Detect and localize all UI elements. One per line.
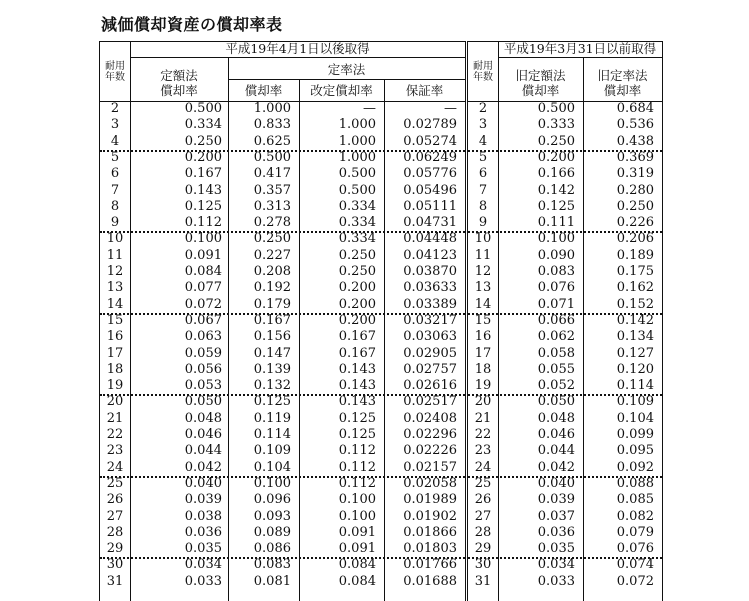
cell-d: 0.04448 — [403, 231, 457, 246]
cell-e: 0.052 — [537, 378, 575, 393]
cell-c: 0.125 — [338, 411, 376, 426]
cell-b: 0.132 — [253, 378, 291, 393]
cell-years-right: 14 — [474, 297, 492, 312]
header-old-teigaku-2: 償却率 — [521, 83, 560, 98]
cell-c: 0.200 — [338, 280, 376, 295]
cell-a: 0.200 — [184, 150, 222, 165]
cell-c: 0.084 — [338, 557, 376, 572]
cell-c: 0.143 — [338, 378, 376, 393]
cell-d: 0.05776 — [403, 166, 457, 181]
cell-years-right: 9 — [478, 215, 488, 230]
cell-d: 0.04731 — [403, 215, 457, 230]
cell-c: 1.000 — [338, 117, 376, 132]
cell-d: 0.02616 — [403, 378, 457, 393]
header-teiritsu: 定率法 — [327, 62, 366, 77]
header-teigaku-2: 償却率 — [160, 83, 198, 98]
cell-e: 0.040 — [537, 476, 575, 491]
cell-d: 0.02157 — [403, 460, 457, 475]
cell-c: 0.112 — [338, 460, 376, 475]
cell-e: 0.076 — [537, 280, 575, 295]
cell-years-right: 30 — [474, 557, 492, 572]
cell-c: 0.334 — [338, 215, 376, 230]
cell-years-right: 22 — [474, 427, 492, 442]
cell-c: 0.143 — [338, 394, 376, 409]
cell-b: 0.192 — [253, 280, 291, 295]
cell-c: 0.100 — [338, 492, 376, 507]
cell-e: 0.166 — [537, 166, 575, 181]
cell-e: 0.034 — [537, 557, 575, 572]
cell-a: 0.059 — [184, 346, 222, 361]
cell-years: 20 — [106, 394, 124, 409]
cell-f: 0.536 — [616, 117, 654, 132]
cell-a: 0.044 — [184, 443, 222, 458]
table-block-pre-2007 — [467, 41, 663, 601]
cell-b: 0.227 — [253, 248, 291, 263]
cell-years: 12 — [106, 264, 124, 279]
cell-c: 1.000 — [338, 134, 376, 149]
cell-b: 0.313 — [253, 199, 291, 214]
cell-b: 0.119 — [253, 411, 291, 426]
cell-c: 0.112 — [338, 476, 376, 491]
cell-e: 0.036 — [537, 525, 575, 540]
cell-years-right: 17 — [474, 346, 492, 361]
cell-c: 0.143 — [338, 362, 376, 377]
cell-years: 16 — [106, 329, 124, 344]
cell-e: 0.044 — [537, 443, 575, 458]
cell-a: 0.035 — [184, 541, 222, 556]
header-teigaku-1: 定額法 — [160, 68, 198, 83]
cell-d: 0.06249 — [403, 150, 457, 165]
cell-years-right: 11 — [474, 248, 492, 263]
cell-e: 0.037 — [537, 509, 575, 524]
cell-d: 0.04123 — [403, 248, 457, 263]
cell-d: 0.02517 — [403, 394, 457, 409]
cell-years: 29 — [106, 541, 124, 556]
header-post-2007: 平成19年4月1日以後取得 — [225, 41, 370, 56]
cell-f: 0.114 — [616, 378, 654, 393]
cell-f: 0.085 — [616, 492, 654, 507]
cell-a: 0.084 — [184, 264, 222, 279]
cell-d: 0.05111 — [403, 199, 457, 214]
cell-years: 27 — [106, 509, 124, 524]
cell-years: 28 — [106, 525, 124, 540]
cell-years: 7 — [110, 183, 120, 198]
cell-years: 3 — [110, 117, 120, 132]
cell-e: 0.083 — [537, 264, 575, 279]
cell-years-right: 10 — [474, 231, 492, 246]
cell-years-right: 15 — [474, 313, 492, 328]
cell-c: 0.250 — [338, 248, 376, 263]
cell-b: 0.093 — [253, 509, 291, 524]
cell-c: 0.091 — [338, 541, 376, 556]
cell-a: 0.112 — [184, 215, 222, 230]
cell-years: 18 — [106, 362, 124, 377]
cell-f: 0.095 — [616, 443, 654, 458]
cell-f: 0.438 — [616, 134, 654, 149]
header-years-right-2: 年数 — [473, 72, 493, 83]
cell-years-right: 25 — [474, 476, 492, 491]
cell-a: 0.056 — [184, 362, 222, 377]
cell-d: 0.03633 — [403, 280, 457, 295]
cell-b: 0.081 — [253, 574, 291, 589]
cell-d: 0.03217 — [403, 313, 457, 328]
cell-c: 0.167 — [338, 346, 376, 361]
cell-d: 0.01688 — [403, 574, 457, 589]
cell-f: 0.684 — [616, 101, 654, 116]
cell-f: 0.162 — [616, 280, 654, 295]
cell-years-right: 27 — [474, 509, 492, 524]
cell-years: 26 — [106, 492, 124, 507]
cell-b: 0.833 — [253, 117, 291, 132]
cell-years-right: 21 — [474, 411, 492, 426]
cell-d: — — [444, 101, 457, 116]
cell-f: 0.319 — [616, 166, 654, 181]
cell-d: 0.03870 — [403, 264, 457, 279]
cell-years: 11 — [106, 248, 124, 263]
cell-years-right: 3 — [478, 117, 488, 132]
cell-years: 2 — [110, 101, 120, 116]
cell-c: 0.250 — [338, 264, 376, 279]
header-pre-2007: 平成19年3月31日以前取得 — [503, 41, 657, 56]
cell-years-right: 12 — [474, 264, 492, 279]
depreciation-rate-table — [99, 41, 663, 601]
cell-d: 0.05496 — [403, 183, 457, 198]
cell-years-right: 19 — [474, 378, 492, 393]
header-years-2: 年数 — [105, 72, 125, 83]
cell-d: 0.01902 — [403, 509, 457, 524]
cell-years-right: 16 — [474, 329, 492, 344]
header-years-right-1: 耐用 — [473, 61, 493, 72]
header-years-1: 耐用 — [105, 61, 125, 72]
cell-years: 24 — [106, 460, 124, 475]
cell-years-right: 5 — [478, 150, 488, 165]
cell-b: 0.156 — [253, 329, 291, 344]
cell-years: 17 — [106, 346, 124, 361]
cell-years: 5 — [110, 150, 120, 165]
cell-years-right: 26 — [474, 492, 492, 507]
cell-e: 0.055 — [537, 362, 575, 377]
cell-years-right: 31 — [474, 574, 492, 589]
cell-a: 0.100 — [184, 231, 222, 246]
cell-a: 0.250 — [184, 134, 222, 149]
cell-c: 0.334 — [338, 199, 376, 214]
cell-c: 0.112 — [338, 443, 376, 458]
header-old-teiritsu-2: 償却率 — [603, 83, 642, 98]
cell-years: 9 — [110, 215, 120, 230]
cell-c: 0.200 — [338, 313, 376, 328]
cell-f: 0.088 — [616, 476, 654, 491]
cell-b: 0.167 — [253, 313, 291, 328]
cell-years: 22 — [106, 427, 124, 442]
cell-d: 0.02226 — [403, 443, 457, 458]
cell-years: 4 — [110, 134, 120, 149]
cell-b: 0.114 — [253, 427, 291, 442]
cell-d: 0.02905 — [403, 346, 457, 361]
cell-a: 0.091 — [184, 248, 222, 263]
cell-b: 0.278 — [253, 215, 291, 230]
cell-c: 0.125 — [338, 427, 376, 442]
cell-a: 0.034 — [184, 557, 222, 572]
cell-e: 0.039 — [537, 492, 575, 507]
cell-years: 13 — [106, 280, 124, 295]
cell-years-right: 23 — [474, 443, 492, 458]
cell-d: 0.01866 — [403, 525, 457, 540]
cell-years-right: 13 — [474, 280, 492, 295]
cell-b: 0.100 — [253, 476, 291, 491]
cell-f: 0.127 — [616, 346, 654, 361]
cell-d: 0.02408 — [403, 411, 457, 426]
cell-a: 0.046 — [184, 427, 222, 442]
cell-b: 0.417 — [253, 166, 291, 181]
cell-years: 19 — [106, 378, 124, 393]
cell-f: 0.079 — [616, 525, 654, 540]
cell-f: 0.226 — [616, 215, 654, 230]
cell-a: 0.036 — [184, 525, 222, 540]
cell-a: 0.063 — [184, 329, 222, 344]
cell-years: 25 — [106, 476, 124, 491]
cell-b: 0.625 — [253, 134, 291, 149]
cell-b: 1.000 — [253, 101, 291, 116]
cell-b: 0.083 — [253, 557, 291, 572]
cell-b: 0.500 — [253, 150, 291, 165]
cell-b: 0.109 — [253, 443, 291, 458]
cell-e: 0.066 — [537, 313, 575, 328]
cell-years-right: 24 — [474, 460, 492, 475]
cell-e: 0.042 — [537, 460, 575, 475]
cell-e: 0.050 — [537, 394, 575, 409]
cell-f: 0.099 — [616, 427, 654, 442]
cell-years-right: 18 — [474, 362, 492, 377]
cell-a: 0.042 — [184, 460, 222, 475]
cell-e: 0.100 — [537, 231, 575, 246]
cell-years-right: 8 — [478, 199, 488, 214]
cell-c: 0.200 — [338, 297, 376, 312]
cell-f: 0.152 — [616, 297, 654, 312]
cell-a: 0.050 — [184, 394, 222, 409]
cell-years: 31 — [106, 574, 124, 589]
cell-a: 0.500 — [184, 101, 222, 116]
cell-e: 0.035 — [537, 541, 575, 556]
header-shokyaku: 償却率 — [244, 83, 283, 98]
cell-a: 0.040 — [184, 476, 222, 491]
cell-f: 0.082 — [616, 509, 654, 524]
cell-d: 0.02296 — [403, 427, 457, 442]
cell-b: 0.179 — [253, 297, 291, 312]
cell-e: 0.111 — [537, 215, 575, 230]
cell-years: 21 — [106, 411, 124, 426]
header-old-teigaku-1: 旧定額法 — [515, 68, 566, 83]
cell-e: 0.125 — [537, 199, 575, 214]
cell-f: 0.092 — [616, 460, 654, 475]
cell-f: 0.120 — [616, 362, 654, 377]
cell-c: 0.167 — [338, 329, 376, 344]
cell-b: 0.086 — [253, 541, 291, 556]
cell-b: 0.208 — [253, 264, 291, 279]
cell-years: 14 — [106, 297, 124, 312]
cell-years-right: 2 — [478, 101, 488, 116]
cell-f: 0.142 — [616, 313, 654, 328]
cell-d: 0.02789 — [403, 117, 457, 132]
cell-b: 0.089 — [253, 525, 291, 540]
cell-c: 0.500 — [338, 166, 376, 181]
cell-b: 0.096 — [253, 492, 291, 507]
cell-f: 0.280 — [616, 183, 654, 198]
header-old-teiritsu-1: 旧定率法 — [597, 68, 648, 83]
header-kaitei: 改定償却率 — [310, 83, 373, 98]
cell-e: 0.033 — [537, 574, 575, 589]
cell-f: 0.134 — [616, 329, 654, 344]
cell-a: 0.072 — [184, 297, 222, 312]
cell-years: 30 — [106, 557, 124, 572]
cell-e: 0.048 — [537, 411, 575, 426]
cell-e: 0.071 — [537, 297, 575, 312]
cell-f: 0.189 — [616, 248, 654, 263]
cell-years-right: 7 — [478, 183, 488, 198]
cell-e: 0.250 — [537, 134, 575, 149]
cell-years: 8 — [110, 199, 120, 214]
cell-f: 0.206 — [616, 231, 654, 246]
cell-a: 0.039 — [184, 492, 222, 507]
cell-b: 0.139 — [253, 362, 291, 377]
cell-d: 0.03063 — [403, 329, 457, 344]
cell-f: 0.104 — [616, 411, 654, 426]
cell-f: 0.076 — [616, 541, 654, 556]
cell-d: 0.05274 — [403, 134, 457, 149]
table-block-post-2007 — [99, 41, 466, 601]
cell-b: 0.250 — [253, 231, 291, 246]
cell-years-right: 20 — [474, 394, 492, 409]
cell-years: 10 — [106, 231, 124, 246]
cell-a: 0.033 — [184, 574, 222, 589]
cell-years-right: 29 — [474, 541, 492, 556]
page-title: 減価償却資産の償却率表 — [101, 15, 283, 34]
cell-f: 0.369 — [616, 150, 654, 165]
cell-c: 0.500 — [338, 183, 376, 198]
cell-e: 0.058 — [537, 346, 575, 361]
cell-e: 0.142 — [537, 183, 575, 198]
cell-b: 0.147 — [253, 346, 291, 361]
cell-f: 0.175 — [616, 264, 654, 279]
cell-c: 0.091 — [338, 525, 376, 540]
cell-a: 0.048 — [184, 411, 222, 426]
cell-b: 0.357 — [253, 183, 291, 198]
cell-years: 15 — [106, 313, 124, 328]
cell-c: 1.000 — [338, 150, 376, 165]
cell-f: 0.074 — [616, 557, 654, 572]
cell-d: 0.01766 — [403, 557, 457, 572]
cell-a: 0.067 — [184, 313, 222, 328]
cell-c: 0.334 — [338, 231, 376, 246]
cell-e: 0.500 — [537, 101, 575, 116]
cell-a: 0.038 — [184, 509, 222, 524]
cell-years: 6 — [110, 166, 120, 181]
cell-years-right: 6 — [478, 166, 488, 181]
cell-c: — — [363, 101, 376, 116]
cell-f: 0.109 — [616, 394, 654, 409]
cell-e: 0.090 — [537, 248, 575, 263]
cell-b: 0.125 — [253, 394, 291, 409]
cell-f: 0.250 — [616, 199, 654, 214]
cell-years-right: 28 — [474, 525, 492, 540]
cell-d: 0.02757 — [403, 362, 457, 377]
cell-a: 0.167 — [184, 166, 222, 181]
cell-e: 0.046 — [537, 427, 575, 442]
cell-years-right: 4 — [478, 134, 488, 149]
cell-b: 0.104 — [253, 460, 291, 475]
header-hosho: 保証率 — [405, 83, 444, 98]
cell-d: 0.01803 — [403, 541, 457, 556]
cell-d: 0.01989 — [403, 492, 457, 507]
cell-e: 0.062 — [537, 329, 575, 344]
cell-a: 0.334 — [184, 117, 222, 132]
cell-years: 23 — [106, 443, 124, 458]
cell-e: 0.333 — [537, 117, 575, 132]
cell-a: 0.053 — [184, 378, 222, 393]
cell-c: 0.084 — [338, 574, 376, 589]
cell-a: 0.125 — [184, 199, 222, 214]
cell-e: 0.200 — [537, 150, 575, 165]
cell-d: 0.03389 — [403, 297, 457, 312]
cell-a: 0.143 — [184, 183, 222, 198]
cell-c: 0.100 — [338, 509, 376, 524]
cell-a: 0.077 — [184, 280, 222, 295]
cell-f: 0.072 — [616, 574, 654, 589]
cell-d: 0.02058 — [403, 476, 457, 491]
